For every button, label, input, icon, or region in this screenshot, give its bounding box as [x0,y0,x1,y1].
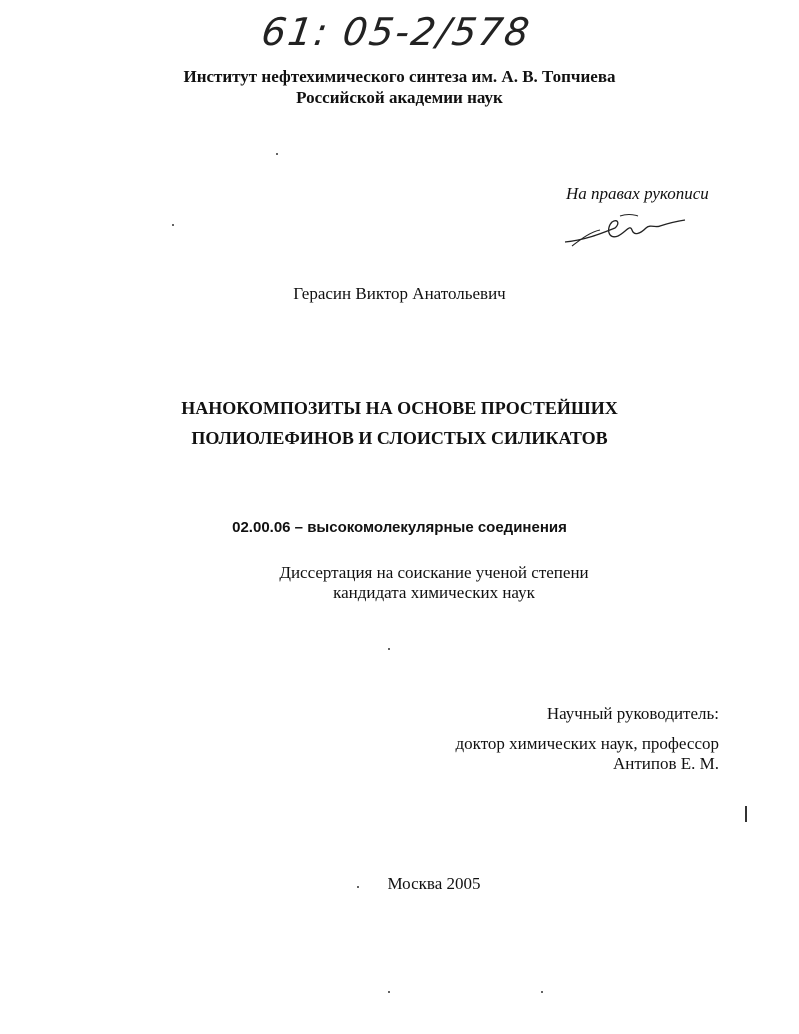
supervisor-degree: доктор химических наук, профессор [455,734,719,753]
scan-mark [745,806,747,822]
handwritten-catalog-number: 61: 05-2/578 [258,10,534,54]
specialty-code: 02.00.06 – высокомолекулярные соединения [232,519,567,536]
academy-name: Российской академии наук [296,88,503,107]
supervisor-name: Антипов Е. М. [612,754,719,773]
supervisor-label: Научный руководитель: [546,704,719,723]
degree-line-2: кандидата химических наук [333,583,535,602]
degree-line-1: Диссертация на соискание ученой степени [279,563,589,582]
title-line-2: ПОЛИОЛЕФИНОВ И СЛОИСТЫХ СИЛИКАТОВ [191,428,608,448]
signature [560,210,700,250]
dissertation-title [0,393,799,453]
scan-speck [172,224,174,226]
author-name: Герасин Виктор Анатольевич [293,284,506,303]
city-year: Москва 2005 [387,874,481,893]
institute-name: Институт нефтехимического синтеза им. А. В. Топчиева [183,67,616,86]
scan-speck [541,991,543,993]
manuscript-rights: На правах рукописи [566,184,709,203]
degree-statement [0,563,799,603]
scan-speck [276,153,278,155]
title-line-1: НАНОКОМПОЗИТЫ НА ОСНОВЕ ПРОСТЕЙШИХ [181,398,618,418]
scan-speck [357,886,359,888]
scan-speck [388,991,390,993]
scan-speck [388,648,390,650]
